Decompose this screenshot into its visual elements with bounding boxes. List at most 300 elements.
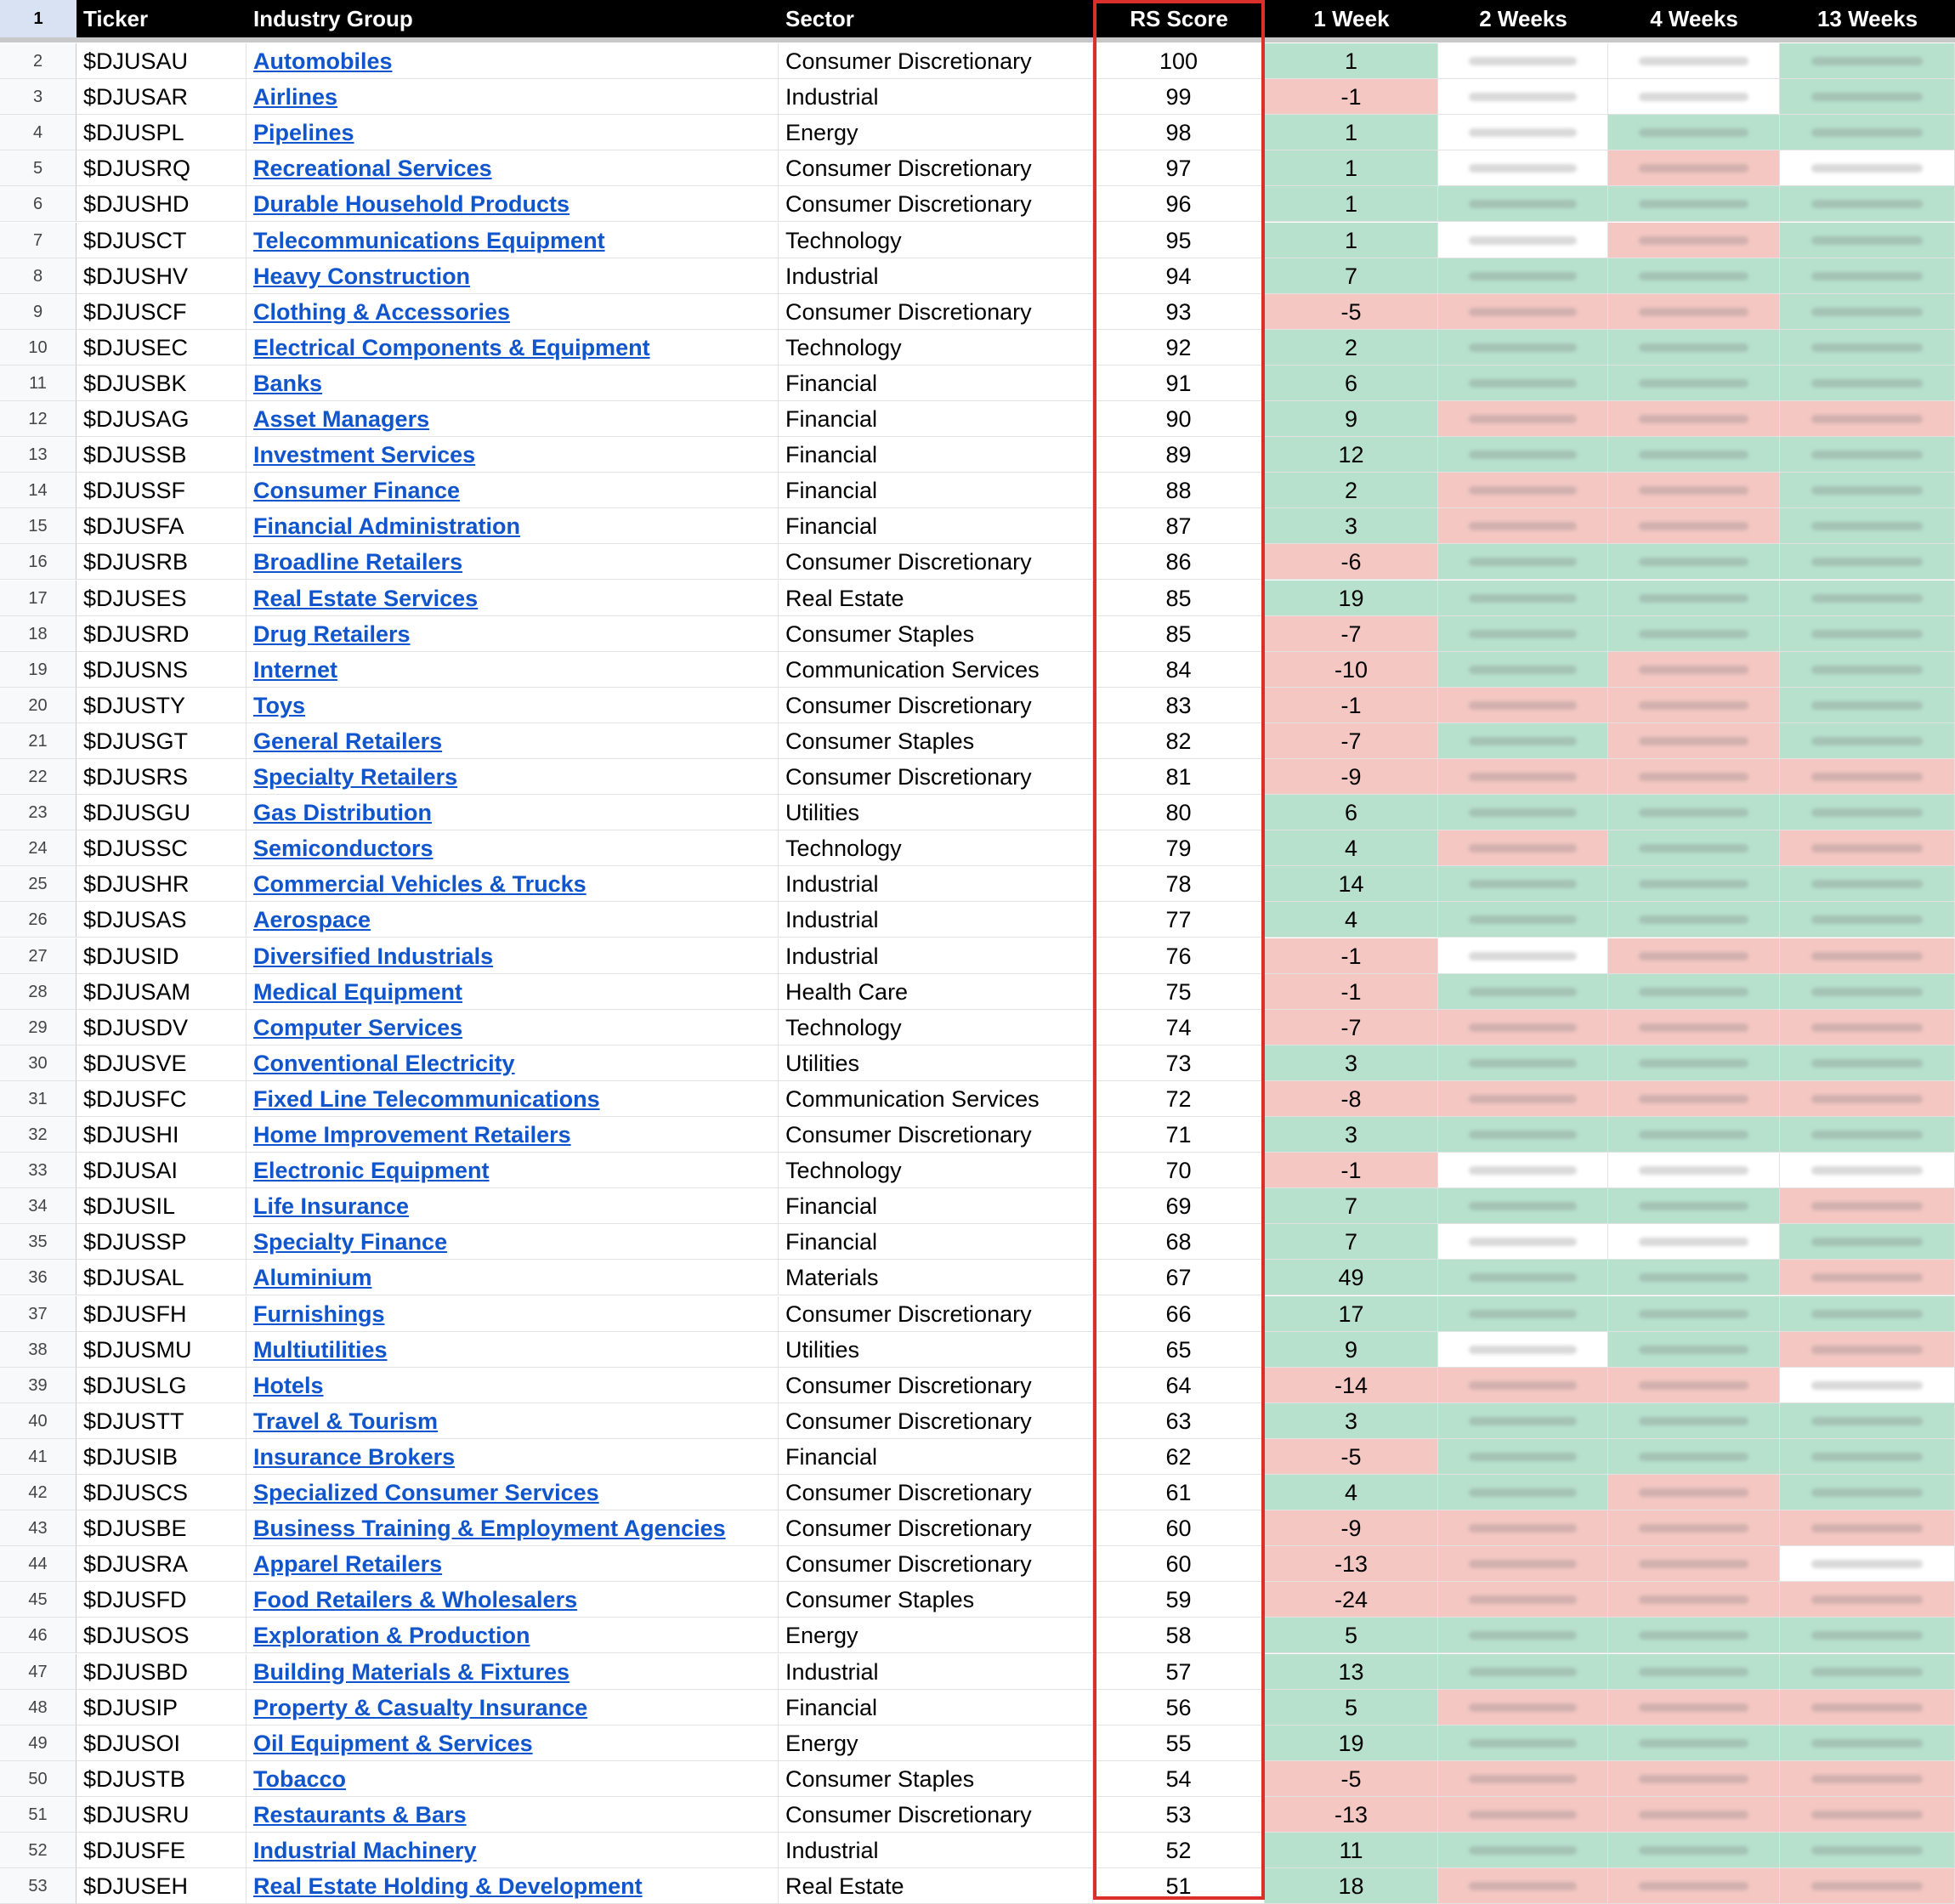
thirteen-weeks-change-cell[interactable] <box>1780 688 1955 723</box>
thirteen-weeks-change-cell[interactable] <box>1780 1368 1955 1403</box>
two-weeks-change-cell[interactable] <box>1438 150 1608 186</box>
thirteen-weeks-change-cell[interactable] <box>1780 1332 1955 1368</box>
two-weeks-change-cell[interactable] <box>1438 1475 1608 1510</box>
two-weeks-change-cell[interactable] <box>1438 1546 1608 1582</box>
sector-cell[interactable]: Utilities <box>779 795 1093 830</box>
two-weeks-change-cell[interactable] <box>1438 581 1608 616</box>
one-week-change-cell[interactable]: -8 <box>1265 1081 1438 1117</box>
ticker-cell[interactable]: $DJUSIB <box>76 1439 246 1475</box>
thirteen-weeks-change-cell[interactable] <box>1780 616 1955 652</box>
four-weeks-change-cell[interactable] <box>1608 1224 1780 1260</box>
two-weeks-change-cell[interactable] <box>1438 795 1608 830</box>
row-number[interactable]: 37 <box>0 1296 76 1332</box>
industry-group-link[interactable] <box>246 1046 779 1081</box>
four-weeks-change-cell[interactable] <box>1608 150 1780 186</box>
sector-cell[interactable]: Financial <box>779 508 1093 544</box>
industry-group-link[interactable] <box>246 1833 779 1868</box>
four-weeks-change-cell[interactable] <box>1608 1081 1780 1117</box>
two-weeks-change-cell[interactable] <box>1438 1510 1608 1546</box>
sector-cell[interactable]: Industrial <box>779 902 1093 938</box>
industry-group-link[interactable] <box>246 723 779 759</box>
rs-score-cell[interactable]: 87 <box>1093 508 1265 544</box>
two-weeks-change-cell[interactable] <box>1438 1797 1608 1833</box>
sector-cell[interactable]: Financial <box>779 437 1093 473</box>
sector-cell[interactable]: Technology <box>779 1153 1093 1188</box>
two-weeks-change-cell[interactable] <box>1438 79 1608 115</box>
sector-cell[interactable]: Consumer Discretionary <box>779 150 1093 186</box>
thirteen-weeks-change-cell[interactable] <box>1780 723 1955 759</box>
four-weeks-change-cell[interactable] <box>1608 79 1780 115</box>
row-number[interactable]: 35 <box>0 1224 76 1260</box>
one-week-change-cell[interactable]: -5 <box>1265 294 1438 330</box>
row-number[interactable]: 41 <box>0 1439 76 1475</box>
sector-cell[interactable]: Consumer Staples <box>779 1761 1093 1797</box>
two-weeks-change-cell[interactable] <box>1438 1296 1608 1332</box>
rs-score-cell[interactable]: 55 <box>1093 1726 1265 1761</box>
industry-group-link-text[interactable]: Conventional Electricity <box>253 1050 515 1076</box>
industry-group-link[interactable] <box>246 1690 779 1726</box>
thirteen-weeks-change-cell[interactable] <box>1780 1153 1955 1188</box>
ticker-cell[interactable]: $DJUSBE <box>76 1510 246 1546</box>
industry-group-link-text[interactable]: Home Improvement Retailers <box>253 1122 571 1148</box>
ticker-cell[interactable]: $DJUSSC <box>76 830 246 866</box>
row-number[interactable]: 38 <box>0 1332 76 1368</box>
row-number[interactable]: 34 <box>0 1188 76 1224</box>
thirteen-weeks-change-cell[interactable] <box>1780 1046 1955 1081</box>
industry-group-link-text[interactable]: Asset Managers <box>253 406 430 432</box>
row-number[interactable]: 8 <box>0 258 76 294</box>
ticker-cell[interactable]: $DJUSNS <box>76 652 246 688</box>
one-week-change-cell[interactable]: 3 <box>1265 508 1438 544</box>
industry-group-link-text[interactable]: Specialty Finance <box>253 1229 448 1255</box>
rs-score-cell[interactable]: 52 <box>1093 1833 1265 1868</box>
rs-score-cell[interactable]: 74 <box>1093 1010 1265 1046</box>
ticker-cell[interactable]: $DJUSTB <box>76 1761 246 1797</box>
one-week-change-cell[interactable]: -1 <box>1265 938 1438 974</box>
four-weeks-change-cell[interactable] <box>1608 795 1780 830</box>
four-weeks-change-cell[interactable] <box>1608 1510 1780 1546</box>
one-week-change-cell[interactable]: 17 <box>1265 1296 1438 1332</box>
industry-group-link[interactable] <box>246 616 779 652</box>
sector-cell[interactable]: Financial <box>779 473 1093 508</box>
rs-score-cell[interactable]: 59 <box>1093 1582 1265 1618</box>
four-weeks-change-cell[interactable] <box>1608 544 1780 580</box>
industry-group-link[interactable] <box>246 1260 779 1295</box>
four-weeks-change-cell[interactable] <box>1608 974 1780 1010</box>
one-week-change-cell[interactable]: 6 <box>1265 795 1438 830</box>
industry-group-link-text[interactable]: Specialized Consumer Services <box>253 1480 599 1505</box>
row-number[interactable]: 11 <box>0 366 76 401</box>
rs-score-cell[interactable]: 75 <box>1093 974 1265 1010</box>
ticker-cell[interactable]: $DJUSAR <box>76 79 246 115</box>
two-weeks-change-cell[interactable] <box>1438 366 1608 401</box>
industry-group-link-text[interactable]: Recreational Services <box>253 156 492 182</box>
two-weeks-change-cell[interactable] <box>1438 294 1608 330</box>
ticker-cell[interactable]: $DJUSGT <box>76 723 246 759</box>
one-week-change-cell[interactable]: -6 <box>1265 544 1438 580</box>
one-week-change-cell[interactable]: 7 <box>1265 1188 1438 1224</box>
sector-cell[interactable]: Consumer Discretionary <box>779 1117 1093 1153</box>
two-weeks-change-cell[interactable] <box>1438 1260 1608 1295</box>
thirteen-weeks-change-cell[interactable] <box>1780 1081 1955 1117</box>
two-weeks-change-cell[interactable] <box>1438 723 1608 759</box>
rs-score-cell[interactable]: 54 <box>1093 1761 1265 1797</box>
sector-cell[interactable]: Financial <box>779 1690 1093 1726</box>
sector-cell[interactable]: Consumer Discretionary <box>779 1403 1093 1439</box>
thirteen-weeks-change-cell[interactable] <box>1780 1224 1955 1260</box>
two-weeks-change-cell[interactable] <box>1438 1224 1608 1260</box>
two-weeks-change-cell[interactable] <box>1438 223 1608 258</box>
thirteen-weeks-change-cell[interactable] <box>1780 795 1955 830</box>
ticker-cell[interactable]: $DJUSES <box>76 581 246 616</box>
industry-group-link-text[interactable]: Semiconductors <box>253 836 434 862</box>
sector-cell[interactable]: Financial <box>779 1439 1093 1475</box>
thirteen-weeks-change-cell[interactable] <box>1780 1260 1955 1295</box>
ticker-cell[interactable]: $DJUSID <box>76 938 246 974</box>
sector-cell[interactable]: Technology <box>779 223 1093 258</box>
two-weeks-change-cell[interactable] <box>1438 1439 1608 1475</box>
industry-group-link[interactable] <box>246 759 779 795</box>
row-number[interactable]: 14 <box>0 473 76 508</box>
thirteen-weeks-change-cell[interactable] <box>1780 830 1955 866</box>
sector-cell[interactable]: Consumer Discretionary <box>779 759 1093 795</box>
row-number[interactable]: 3 <box>0 79 76 115</box>
sector-cell[interactable]: Financial <box>779 366 1093 401</box>
rs-score-cell[interactable]: 89 <box>1093 437 1265 473</box>
one-week-change-cell[interactable]: -7 <box>1265 723 1438 759</box>
row-number[interactable]: 2 <box>0 43 76 79</box>
four-weeks-change-cell[interactable] <box>1608 508 1780 544</box>
rs-score-cell[interactable]: 80 <box>1093 795 1265 830</box>
rs-score-cell[interactable]: 76 <box>1093 938 1265 974</box>
rs-score-cell[interactable]: 62 <box>1093 1439 1265 1475</box>
sector-cell[interactable]: Health Care <box>779 974 1093 1010</box>
industry-group-link[interactable] <box>246 1868 779 1904</box>
industry-group-link[interactable] <box>246 974 779 1010</box>
industry-group-link[interactable] <box>246 1332 779 1368</box>
industry-group-link[interactable] <box>246 508 779 544</box>
sector-cell[interactable]: Energy <box>779 1618 1093 1653</box>
rs-score-cell[interactable]: 64 <box>1093 1368 1265 1403</box>
rs-score-cell[interactable]: 56 <box>1093 1690 1265 1726</box>
rs-score-cell[interactable]: 51 <box>1093 1868 1265 1904</box>
four-weeks-change-cell[interactable] <box>1608 1188 1780 1224</box>
ticker-cell[interactable]: $DJUSAG <box>76 401 246 437</box>
four-weeks-change-cell[interactable] <box>1608 723 1780 759</box>
industry-group-link-text[interactable]: Consumer Finance <box>253 478 461 504</box>
two-weeks-change-cell[interactable] <box>1438 186 1608 222</box>
industry-group-link[interactable] <box>246 330 779 366</box>
industry-group-link-text[interactable]: Banks <box>253 370 323 396</box>
industry-group-link[interactable] <box>246 1010 779 1046</box>
row-number[interactable]: 9 <box>0 294 76 330</box>
column-header-industry-group[interactable]: Industry Group <box>246 0 779 37</box>
industry-group-link-text[interactable]: Diversified Industrials <box>253 943 494 969</box>
thirteen-weeks-change-cell[interactable] <box>1780 186 1955 222</box>
industry-group-link[interactable] <box>246 1368 779 1403</box>
one-week-change-cell[interactable]: -5 <box>1265 1439 1438 1475</box>
ticker-cell[interactable]: $DJUSEH <box>76 1868 246 1904</box>
one-week-change-cell[interactable]: 5 <box>1265 1690 1438 1726</box>
ticker-cell[interactable]: $DJUSFC <box>76 1081 246 1117</box>
row-number[interactable]: 23 <box>0 795 76 830</box>
row-number[interactable]: 18 <box>0 616 76 652</box>
four-weeks-change-cell[interactable] <box>1608 1403 1780 1439</box>
sector-cell[interactable]: Consumer Discretionary <box>779 1296 1093 1332</box>
sector-cell[interactable]: Utilities <box>779 1046 1093 1081</box>
row-number[interactable]: 31 <box>0 1081 76 1117</box>
four-weeks-change-cell[interactable] <box>1608 1117 1780 1153</box>
ticker-cell[interactable]: $DJUSRS <box>76 759 246 795</box>
four-weeks-change-cell[interactable] <box>1608 366 1780 401</box>
two-weeks-change-cell[interactable] <box>1438 1761 1608 1797</box>
rs-score-cell[interactable]: 63 <box>1093 1403 1265 1439</box>
industry-group-link-text[interactable]: Broadline Retailers <box>253 549 463 575</box>
thirteen-weeks-change-cell[interactable] <box>1780 1010 1955 1046</box>
one-week-change-cell[interactable]: -24 <box>1265 1582 1438 1618</box>
industry-group-link-text[interactable]: Drug Retailers <box>253 620 411 647</box>
four-weeks-change-cell[interactable] <box>1608 1153 1780 1188</box>
thirteen-weeks-change-cell[interactable] <box>1780 79 1955 115</box>
sector-cell[interactable]: Industrial <box>779 866 1093 902</box>
ticker-cell[interactable]: $DJUSRA <box>76 1546 246 1582</box>
industry-group-link[interactable] <box>246 1761 779 1797</box>
four-weeks-change-cell[interactable] <box>1608 1260 1780 1295</box>
industry-group-link[interactable] <box>246 1726 779 1761</box>
thirteen-weeks-change-cell[interactable] <box>1780 258 1955 294</box>
two-weeks-change-cell[interactable] <box>1438 330 1608 366</box>
industry-group-link[interactable] <box>246 79 779 115</box>
industry-group-link-text[interactable]: Heavy Construction <box>253 263 471 289</box>
ticker-cell[interactable]: $DJUSOI <box>76 1726 246 1761</box>
ticker-cell[interactable]: $DJUSHR <box>76 866 246 902</box>
sector-cell[interactable]: Utilities <box>779 1332 1093 1368</box>
one-week-change-cell[interactable]: 4 <box>1265 1475 1438 1510</box>
industry-group-link-text[interactable]: Restaurants & Bars <box>253 1801 467 1828</box>
one-week-change-cell[interactable]: 1 <box>1265 223 1438 258</box>
column-header-ticker[interactable]: Ticker <box>76 0 246 37</box>
ticker-cell[interactable]: $DJUSEC <box>76 330 246 366</box>
four-weeks-change-cell[interactable] <box>1608 830 1780 866</box>
sector-cell[interactable]: Consumer Discretionary <box>779 186 1093 222</box>
one-week-change-cell[interactable]: 9 <box>1265 401 1438 437</box>
industry-group-link-text[interactable]: Toys <box>253 692 306 718</box>
rs-score-cell[interactable]: 84 <box>1093 652 1265 688</box>
four-weeks-change-cell[interactable] <box>1608 616 1780 652</box>
row-number[interactable]: 46 <box>0 1618 76 1653</box>
two-weeks-change-cell[interactable] <box>1438 473 1608 508</box>
industry-group-link[interactable] <box>246 1403 779 1439</box>
industry-group-link-text[interactable]: Insurance Brokers <box>253 1443 456 1470</box>
rs-score-cell[interactable]: 97 <box>1093 150 1265 186</box>
two-weeks-change-cell[interactable] <box>1438 1010 1608 1046</box>
one-week-change-cell[interactable]: 2 <box>1265 330 1438 366</box>
thirteen-weeks-change-cell[interactable] <box>1780 1618 1955 1653</box>
row-number[interactable]: 33 <box>0 1153 76 1188</box>
four-weeks-change-cell[interactable] <box>1608 1833 1780 1868</box>
ticker-cell[interactable]: $DJUSOS <box>76 1618 246 1653</box>
one-week-change-cell[interactable]: 1 <box>1265 150 1438 186</box>
industry-group-link[interactable] <box>246 1475 779 1510</box>
industry-group-link-text[interactable]: Medical Equipment <box>253 978 463 1005</box>
rs-score-cell[interactable]: 85 <box>1093 581 1265 616</box>
ticker-cell[interactable]: $DJUSHI <box>76 1117 246 1153</box>
sector-cell[interactable]: Financial <box>779 401 1093 437</box>
row-number[interactable]: 29 <box>0 1010 76 1046</box>
rs-score-cell[interactable]: 65 <box>1093 1332 1265 1368</box>
thirteen-weeks-change-cell[interactable] <box>1780 508 1955 544</box>
ticker-cell[interactable]: $DJUSSP <box>76 1224 246 1260</box>
sector-cell[interactable]: Communication Services <box>779 1081 1093 1117</box>
industry-group-link-text[interactable]: Fixed Line Telecommunications <box>253 1085 600 1112</box>
two-weeks-change-cell[interactable] <box>1438 1690 1608 1726</box>
four-weeks-change-cell[interactable] <box>1608 759 1780 795</box>
sector-cell[interactable]: Consumer Staples <box>779 616 1093 652</box>
sector-cell[interactable]: Technology <box>779 330 1093 366</box>
ticker-cell[interactable]: $DJUSMU <box>76 1332 246 1368</box>
row-number[interactable]: 15 <box>0 508 76 544</box>
one-week-change-cell[interactable]: 3 <box>1265 1403 1438 1439</box>
one-week-change-cell[interactable]: 14 <box>1265 866 1438 902</box>
rs-score-cell[interactable]: 70 <box>1093 1153 1265 1188</box>
rs-score-cell[interactable]: 82 <box>1093 723 1265 759</box>
two-weeks-change-cell[interactable] <box>1438 1081 1608 1117</box>
row-number[interactable]: 24 <box>0 830 76 866</box>
one-week-change-cell[interactable]: 7 <box>1265 258 1438 294</box>
industry-group-link-text[interactable]: Business Training & Employment Agencies <box>253 1516 726 1542</box>
industry-group-link-text[interactable]: Automobiles <box>253 48 393 74</box>
industry-group-link[interactable] <box>246 43 779 79</box>
column-header-1-week[interactable]: 1 Week <box>1265 0 1438 37</box>
ticker-cell[interactable]: $DJUSRQ <box>76 150 246 186</box>
two-weeks-change-cell[interactable] <box>1438 43 1608 79</box>
two-weeks-change-cell[interactable] <box>1438 1618 1608 1653</box>
two-weeks-change-cell[interactable] <box>1438 508 1608 544</box>
one-week-change-cell[interactable]: 19 <box>1265 1726 1438 1761</box>
ticker-cell[interactable]: $DJUSAM <box>76 974 246 1010</box>
thirteen-weeks-change-cell[interactable] <box>1780 150 1955 186</box>
industry-group-link-text[interactable]: Commercial Vehicles & Trucks <box>253 871 586 898</box>
sector-cell[interactable]: Consumer Discretionary <box>779 688 1093 723</box>
one-week-change-cell[interactable]: 19 <box>1265 581 1438 616</box>
sector-cell[interactable]: Consumer Discretionary <box>779 1546 1093 1582</box>
four-weeks-change-cell[interactable] <box>1608 223 1780 258</box>
one-week-change-cell[interactable]: 6 <box>1265 366 1438 401</box>
row-number[interactable]: 16 <box>0 544 76 580</box>
ticker-cell[interactable]: $DJUSIP <box>76 1690 246 1726</box>
sector-cell[interactable]: Financial <box>779 1188 1093 1224</box>
row-number[interactable]: 13 <box>0 437 76 473</box>
four-weeks-change-cell[interactable] <box>1608 1368 1780 1403</box>
four-weeks-change-cell[interactable] <box>1608 1475 1780 1510</box>
industry-group-link[interactable] <box>246 1546 779 1582</box>
industry-group-link[interactable] <box>246 401 779 437</box>
rs-score-cell[interactable]: 88 <box>1093 473 1265 508</box>
rs-score-cell[interactable]: 66 <box>1093 1296 1265 1332</box>
sector-cell[interactable]: Financial <box>779 1224 1093 1260</box>
sector-cell[interactable]: Industrial <box>779 938 1093 974</box>
thirteen-weeks-change-cell[interactable] <box>1780 437 1955 473</box>
row-number[interactable]: 10 <box>0 330 76 366</box>
column-header-sector[interactable]: Sector <box>779 0 1093 37</box>
four-weeks-change-cell[interactable] <box>1608 1439 1780 1475</box>
ticker-cell[interactable]: $DJUSBK <box>76 366 246 401</box>
ticker-cell[interactable]: $DJUSDV <box>76 1010 246 1046</box>
two-weeks-change-cell[interactable] <box>1438 1868 1608 1904</box>
industry-group-link[interactable] <box>246 866 779 902</box>
thirteen-weeks-change-cell[interactable] <box>1780 1117 1955 1153</box>
rs-score-cell[interactable]: 77 <box>1093 902 1265 938</box>
one-week-change-cell[interactable]: 13 <box>1265 1654 1438 1690</box>
row-number[interactable]: 20 <box>0 688 76 723</box>
ticker-cell[interactable]: $DJUSFA <box>76 508 246 544</box>
ticker-cell[interactable]: $DJUSFD <box>76 1582 246 1618</box>
column-header-2-weeks[interactable]: 2 Weeks <box>1438 0 1608 37</box>
industry-group-link-text[interactable]: Durable Household Products <box>253 191 570 218</box>
two-weeks-change-cell[interactable] <box>1438 1332 1608 1368</box>
row-number[interactable]: 49 <box>0 1726 76 1761</box>
one-week-change-cell[interactable]: 18 <box>1265 1868 1438 1904</box>
sector-cell[interactable]: Real Estate <box>779 1868 1093 1904</box>
two-weeks-change-cell[interactable] <box>1438 902 1608 938</box>
industry-group-link-text[interactable]: Pipelines <box>253 120 354 146</box>
rs-score-cell[interactable]: 69 <box>1093 1188 1265 1224</box>
thirteen-weeks-change-cell[interactable] <box>1780 473 1955 508</box>
industry-group-link[interactable] <box>246 366 779 401</box>
industry-group-link-text[interactable]: Internet <box>253 656 338 683</box>
two-weeks-change-cell[interactable] <box>1438 1117 1608 1153</box>
thirteen-weeks-change-cell[interactable] <box>1780 902 1955 938</box>
four-weeks-change-cell[interactable] <box>1608 938 1780 974</box>
ticker-cell[interactable]: $DJUSBD <box>76 1654 246 1690</box>
industry-group-link[interactable] <box>246 1153 779 1188</box>
industry-group-link-text[interactable]: Exploration & Production <box>253 1623 530 1649</box>
rs-score-cell[interactable]: 60 <box>1093 1510 1265 1546</box>
sector-cell[interactable]: Consumer Discretionary <box>779 1510 1093 1546</box>
industry-group-link[interactable] <box>246 150 779 186</box>
one-week-change-cell[interactable]: -1 <box>1265 688 1438 723</box>
industry-group-link-text[interactable]: Investment Services <box>253 442 476 468</box>
rs-score-cell[interactable]: 90 <box>1093 401 1265 437</box>
row-number[interactable]: 39 <box>0 1368 76 1403</box>
one-week-change-cell[interactable]: 11 <box>1265 1833 1438 1868</box>
four-weeks-change-cell[interactable] <box>1608 902 1780 938</box>
two-weeks-change-cell[interactable] <box>1438 759 1608 795</box>
row-number[interactable]: 44 <box>0 1546 76 1582</box>
industry-group-link-text[interactable]: Clothing & Accessories <box>253 298 511 325</box>
thirteen-weeks-change-cell[interactable] <box>1780 581 1955 616</box>
thirteen-weeks-change-cell[interactable] <box>1780 366 1955 401</box>
ticker-cell[interactable]: $DJUSCF <box>76 294 246 330</box>
rs-score-cell[interactable]: 57 <box>1093 1654 1265 1690</box>
rs-score-cell[interactable]: 99 <box>1093 79 1265 115</box>
rs-score-cell[interactable]: 98 <box>1093 115 1265 150</box>
four-weeks-change-cell[interactable] <box>1608 1797 1780 1833</box>
two-weeks-change-cell[interactable] <box>1438 1188 1608 1224</box>
industry-group-link-text[interactable]: Electronic Equipment <box>253 1158 490 1184</box>
four-weeks-change-cell[interactable] <box>1608 652 1780 688</box>
four-weeks-change-cell[interactable] <box>1608 258 1780 294</box>
industry-group-link[interactable] <box>246 1117 779 1153</box>
industry-group-link[interactable] <box>246 544 779 580</box>
rs-score-cell[interactable]: 86 <box>1093 544 1265 580</box>
four-weeks-change-cell[interactable] <box>1608 1296 1780 1332</box>
one-week-change-cell[interactable]: -10 <box>1265 652 1438 688</box>
industry-group-link[interactable] <box>246 938 779 974</box>
sector-cell[interactable]: Consumer Discretionary <box>779 1368 1093 1403</box>
two-weeks-change-cell[interactable] <box>1438 544 1608 580</box>
row-number[interactable]: 30 <box>0 1046 76 1081</box>
